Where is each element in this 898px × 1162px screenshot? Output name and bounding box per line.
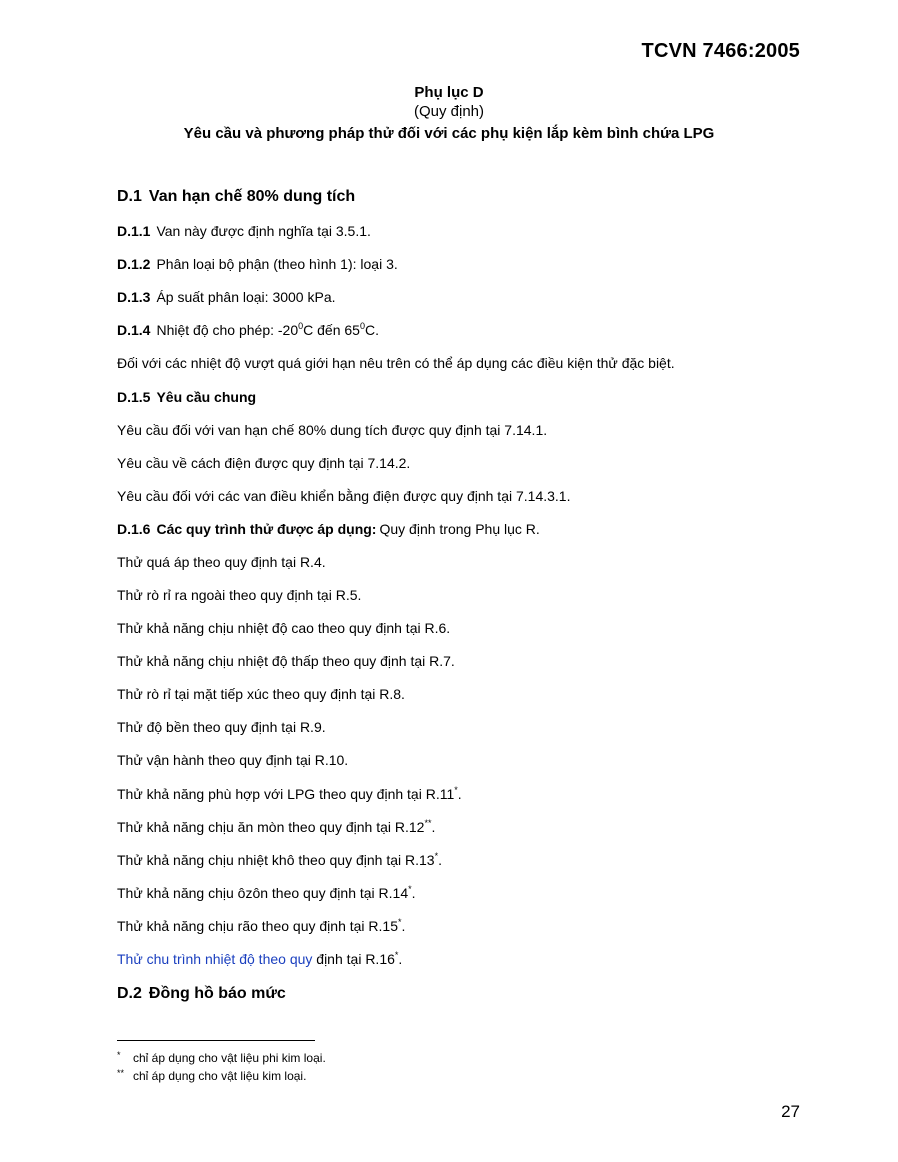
clause-d111 — [117, 223, 371, 240]
test-end: . — [401, 918, 406, 934]
clause-number: D.1.6 — [117, 521, 151, 537]
clause-d114 — [117, 322, 379, 339]
degree-superscript: 0 — [298, 321, 304, 331]
clause-title: Yêu cầu chung — [156, 389, 257, 405]
clause-number: D.1.2 — [117, 256, 151, 272]
section-heading-d2 — [117, 985, 286, 1003]
footnote-ref: * — [434, 851, 439, 861]
clause-text: Phân loại bộ phận (theo hình 1): loại 3. — [156, 256, 398, 272]
footnote-mark: * — [117, 1050, 121, 1060]
footnote-mark: ** — [117, 1068, 125, 1078]
test-text: Thử rò rỉ ra ngoài theo quy định tại R.5. — [117, 587, 362, 603]
test-item — [117, 885, 416, 902]
degree-superscript: 0 — [359, 321, 365, 331]
test-text: Thử khả năng chịu nhiệt độ cao theo quy định tại R.6. — [117, 620, 451, 636]
test-text: Thử khả năng chịu rão theo quy định tại R.15 — [117, 918, 398, 934]
footnote-ref: * — [398, 917, 402, 927]
annex-heading: Yêu cầu và phương pháp thử đối với các phụ kiện lắp kèm bình chứa LPG — [183, 125, 715, 142]
test-item — [117, 918, 405, 935]
test-text: Thử khả năng chịu nhiệt khô theo quy định tại R.13 — [117, 852, 435, 868]
requirement-line: Yêu cầu đối với van hạn chế 80% dung tích được quy định tại 7.14.1. — [117, 422, 548, 438]
footnote — [117, 1050, 326, 1065]
clause-d112 — [117, 256, 398, 273]
section-number: D.1 — [117, 188, 142, 205]
page-number: 27 — [781, 1102, 800, 1121]
test-text-link[interactable]: Thử chu trình nhiệt độ theo quy — [117, 951, 313, 967]
test-item — [117, 852, 442, 869]
section-heading-d1 — [117, 188, 355, 206]
footnote — [117, 1068, 306, 1083]
standard-code: TCVN 7466:2005 — [641, 40, 800, 62]
footnote-text: chỉ áp dụng cho vật liệu kim loại. — [133, 1069, 307, 1083]
footnote-ref: * — [408, 884, 412, 894]
test-item — [117, 786, 462, 803]
section-title: Van hạn chế 80% dung tích — [148, 188, 356, 205]
footnote-ref: * — [454, 785, 458, 795]
test-end: . — [438, 852, 442, 868]
test-end: . — [431, 819, 436, 835]
test-item — [117, 587, 361, 604]
test-text: định tại R.16 — [312, 951, 395, 967]
clause-title: Các quy trình thử được áp dụng: — [156, 521, 377, 537]
footnote-ref: * — [394, 950, 399, 960]
test-item — [117, 554, 326, 571]
test-item — [117, 620, 450, 637]
clause-text-pre: Nhiệt độ cho phép: -20 — [156, 322, 299, 338]
clause-d115 — [117, 389, 259, 406]
footnote-text: chỉ áp dụng cho vật liệu phi kim loại. — [133, 1051, 326, 1065]
clause-text-post: C. — [364, 322, 379, 338]
annex-title: Phụ lục D — [414, 84, 484, 101]
annex-type: (Quy định) — [413, 103, 485, 120]
test-text: Thử khả năng chịu ôzôn theo quy định tại R.14 — [117, 885, 409, 901]
test-text: Thử rò rỉ tại mặt tiếp xúc theo quy định tại R.8. — [117, 686, 405, 702]
test-text: Thử quá áp theo quy định tại R.4. — [117, 554, 326, 570]
clause-number: D.1.3 — [117, 289, 151, 305]
footnote-divider — [117, 1040, 315, 1041]
requirement-line: Yêu cầu đối với các van điều khiển bằng điện được quy định tại 7.14.3.1. — [117, 488, 571, 504]
test-end: . — [457, 786, 462, 802]
clause-text: Van này được định nghĩa tại 3.5.1. — [156, 223, 371, 239]
test-item — [117, 819, 435, 836]
clause-text: Quy định trong Phụ lục R. — [379, 521, 540, 537]
test-text: Thử khả năng phù hợp với LPG theo quy định tại R.11 — [117, 786, 455, 802]
test-end: . — [411, 885, 416, 901]
test-end: . — [398, 951, 403, 967]
test-item — [117, 752, 348, 769]
clause-d116 — [117, 521, 540, 538]
clause-number: D.1.5 — [117, 389, 151, 405]
test-item — [117, 951, 402, 968]
test-text: Thử vận hành theo quy định tại R.10. — [117, 752, 349, 768]
clause-number: D.1.1 — [117, 223, 151, 239]
test-item — [117, 719, 326, 736]
test-text: Thử độ bền theo quy định tại R.9. — [117, 719, 326, 735]
test-item — [117, 653, 455, 670]
clause-d113 — [117, 289, 336, 306]
clause-text-mid: C đến 65 — [303, 322, 360, 338]
clause-number: D.1.4 — [117, 322, 151, 338]
test-text: Thử khả năng chịu ăn mòn theo quy định tại R.12 — [117, 819, 425, 835]
footnote-ref: ** — [424, 818, 432, 828]
section-number: D.2 — [117, 985, 142, 1002]
test-item — [117, 686, 405, 703]
test-text: Thử khả năng chịu nhiệt độ thấp theo quy định tại R.7. — [117, 653, 455, 669]
clause-text: Áp suất phân loại: 3000 kPa. — [156, 289, 336, 305]
requirement-line: Yêu cầu về cách điện được quy định tại 7.14.2. — [117, 455, 411, 471]
section-title: Đồng hồ báo mức — [148, 985, 286, 1002]
temperature-note: Đối với các nhiệt độ vượt quá giới hạn nêu trên có thể áp dụng các điều kiện thử đặc biệt. — [117, 355, 675, 371]
